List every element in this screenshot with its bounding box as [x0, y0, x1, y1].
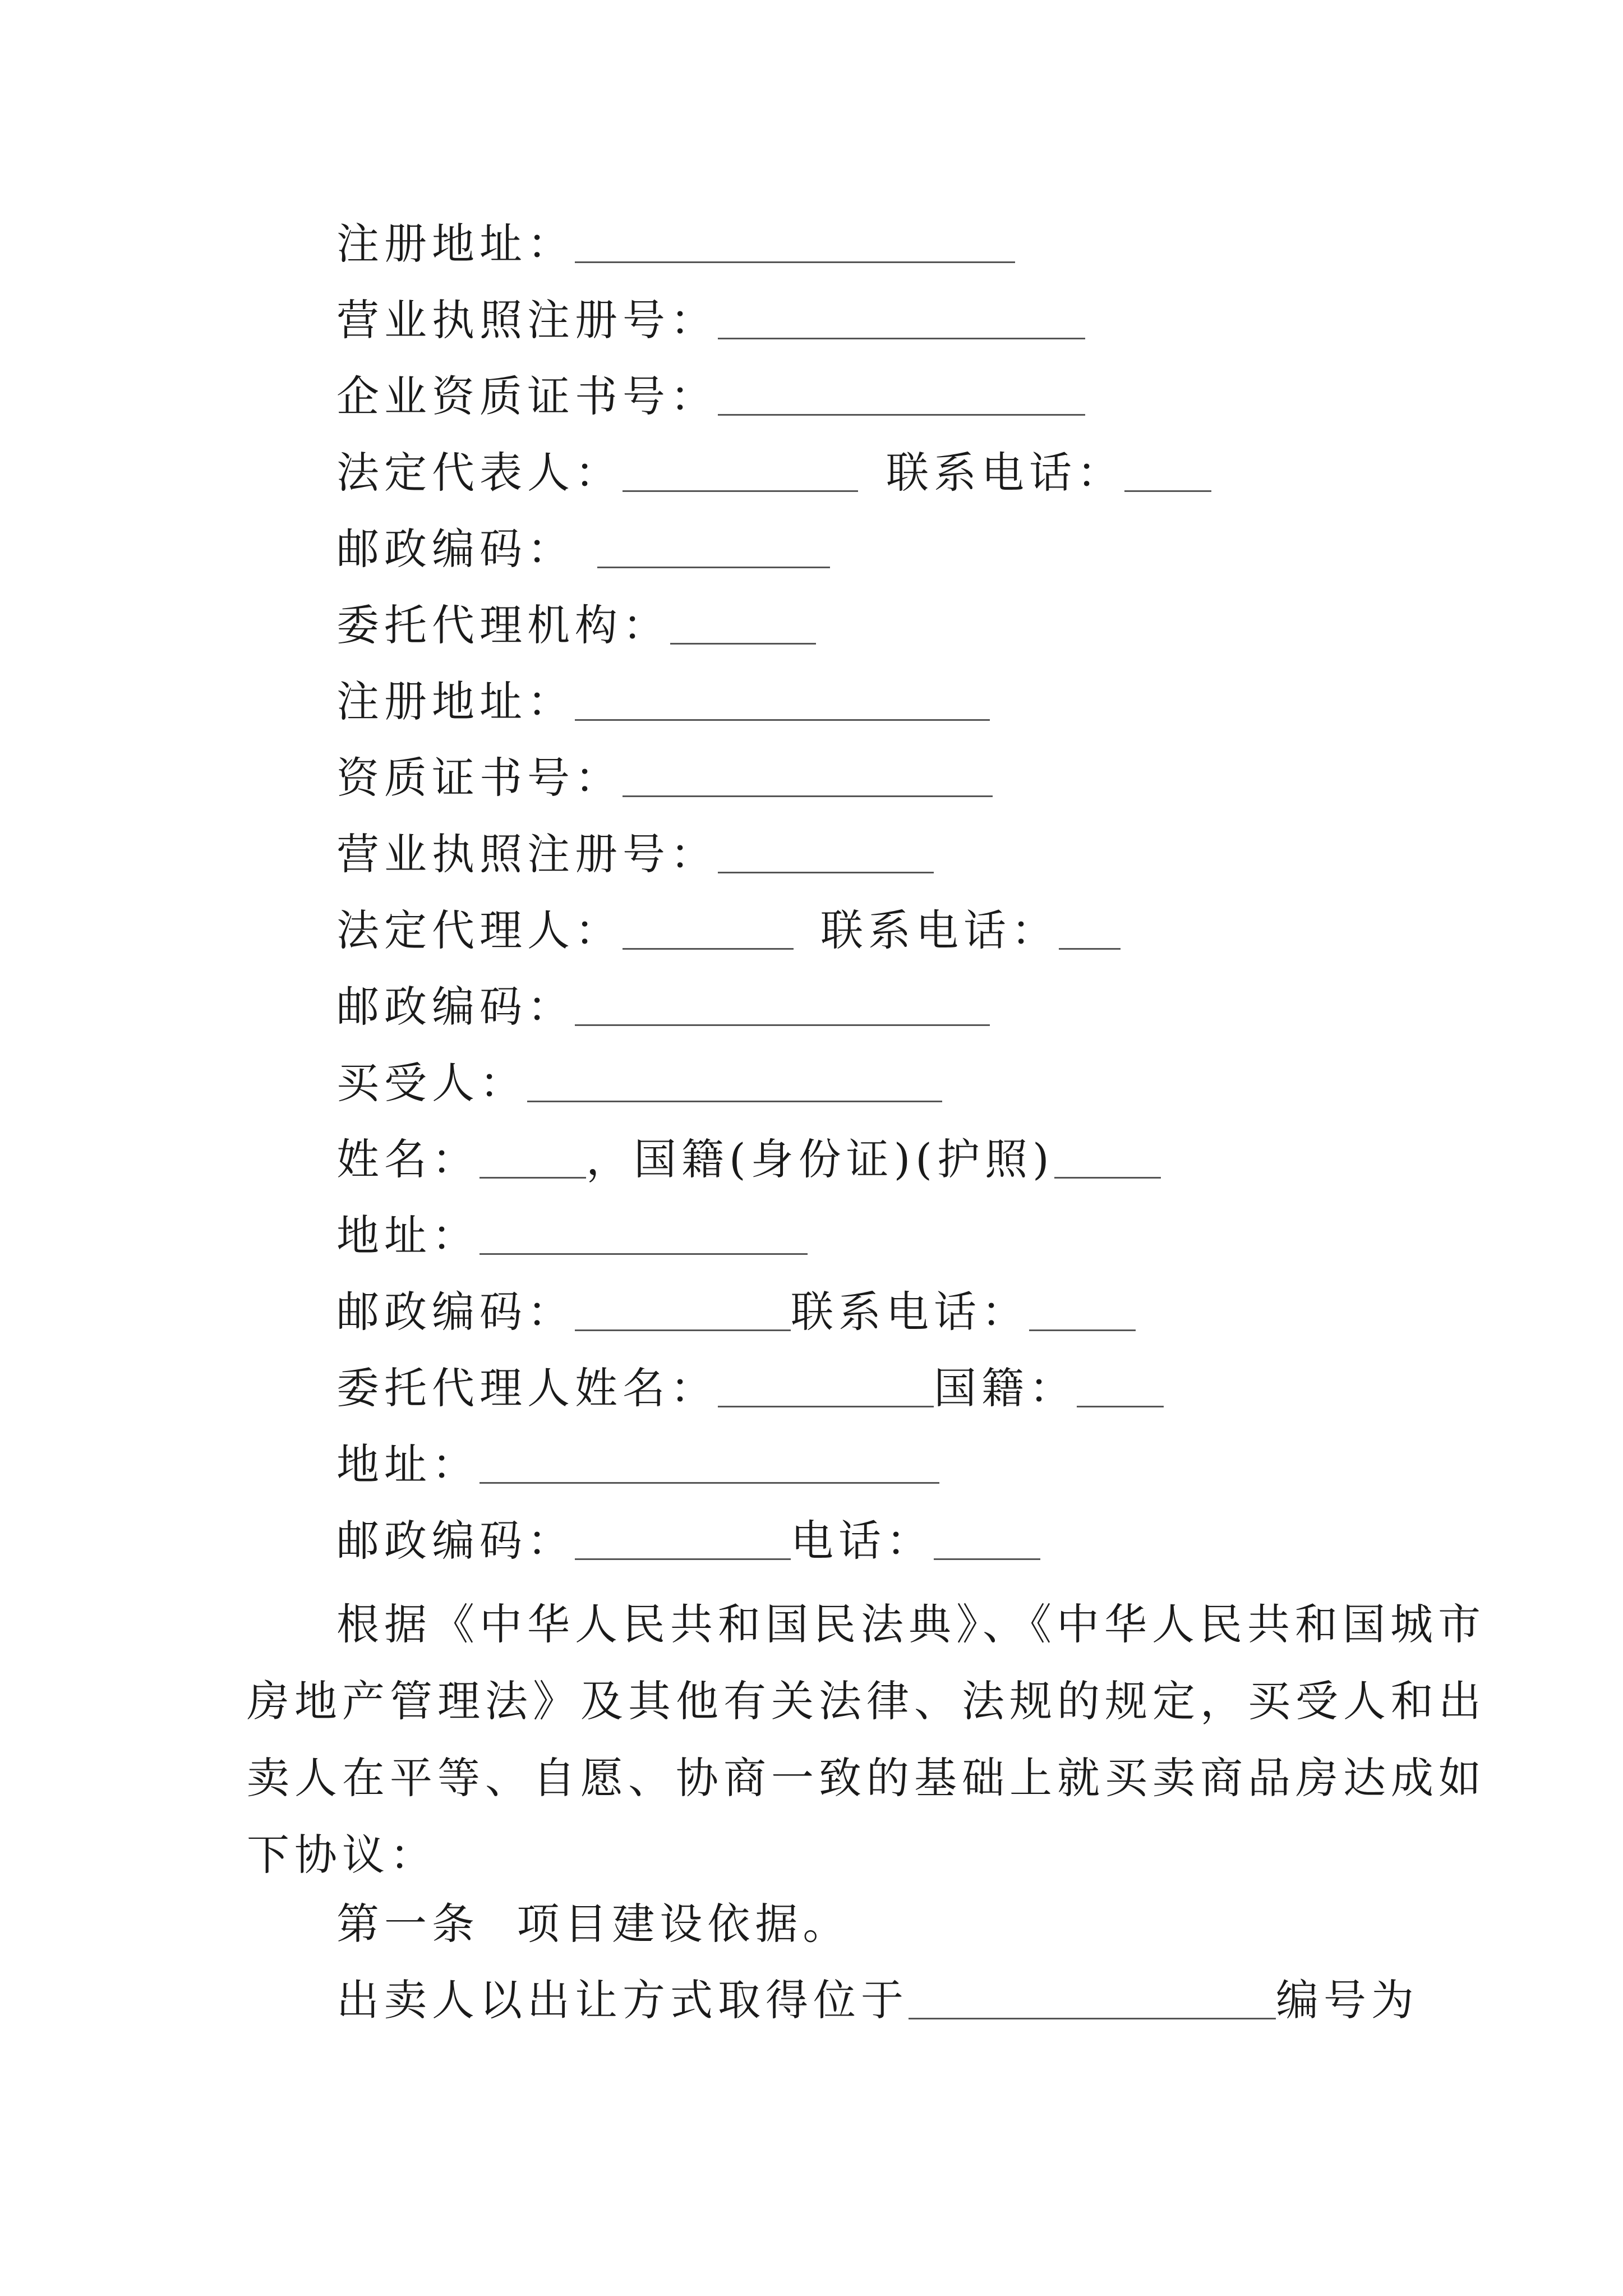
seller-qualification-label: 企业资质证书号： [336, 371, 718, 421]
agent-qualification-field[interactable] [623, 747, 993, 797]
agent-postcode-row [336, 976, 990, 1038]
agent-postcode-field[interactable] [575, 976, 990, 1026]
buyer-address-row [336, 1205, 808, 1267]
buyer-name-row [336, 1129, 1161, 1190]
agent-license-row [336, 823, 934, 885]
agent-phone-field[interactable] [1059, 900, 1121, 950]
agent-legal-agent-label: 法定代理人： [336, 905, 623, 955]
buyer-postcode-field[interactable] [575, 1281, 791, 1331]
seller-qualification-field[interactable] [718, 366, 1085, 416]
buyer-agent-address-label: 地址： [336, 1439, 479, 1489]
buyer-name-field[interactable] [479, 1129, 586, 1179]
buyer-row [336, 1052, 942, 1114]
agent-postcode-label: 邮政编码： [336, 982, 575, 1032]
seller-legal-rep-row [336, 442, 1211, 504]
buyer-phone-field[interactable] [1029, 1281, 1136, 1331]
agent-qualification-row [336, 747, 993, 809]
agent-license-label: 营业执照注册号： [336, 829, 718, 879]
seller-legal-rep-label: 法定代表人： [336, 448, 623, 498]
seller-license-label: 营业执照注册号： [336, 295, 718, 345]
buyer-agent-phone-label: 电话： [791, 1516, 934, 1566]
seller-postcode-field[interactable] [597, 518, 830, 568]
buyer-agent-name-row [336, 1358, 1164, 1419]
agent-reg-address-field[interactable] [575, 671, 990, 721]
seller-qualification-row [336, 366, 1085, 427]
seller-postcode-label: 邮政编码： [336, 524, 575, 574]
buyer-nationality-field[interactable] [1054, 1129, 1161, 1179]
preamble-line-1: 根据《中华人民共和国民法典》、《中华人民共和国城市 [336, 1599, 1486, 1649]
buyer-agent-address-row [336, 1434, 939, 1496]
agent-reg-address-label: 注册地址： [336, 677, 575, 726]
agent-qualification-label: 资质证书号： [336, 753, 623, 803]
buyer-address-field[interactable] [479, 1205, 808, 1255]
agent-license-field[interactable] [718, 823, 934, 873]
article-1-heading-text: 第一条 项目建设依据。 [336, 1899, 851, 1949]
preamble-paragraph [247, 1586, 1486, 1893]
article-1-text-after: 编号为 [1276, 1975, 1419, 2025]
agent-org-field[interactable] [670, 595, 816, 645]
seller-reg-address-row [336, 213, 1015, 275]
seller-license-row [336, 289, 1085, 351]
buyer-label: 买受人： [336, 1058, 527, 1108]
buyer-agent-postcode-field[interactable] [575, 1510, 791, 1560]
buyer-name-label: 姓名： [336, 1134, 479, 1184]
seller-license-field[interactable] [718, 289, 1085, 339]
article-1-text-before: 出卖人以出让方式取得位于 [336, 1975, 909, 2025]
article-1-heading [336, 1893, 850, 1955]
buyer-address-label: 地址： [336, 1211, 479, 1260]
buyer-name-separator: ， [586, 1134, 634, 1184]
preamble-line-2: 房地产管理法》及其他有关法律、法规的规定，买受人和出 [247, 1676, 1486, 1726]
buyer-field[interactable] [527, 1052, 942, 1102]
buyer-agent-postcode-label: 邮政编码： [336, 1516, 575, 1566]
buyer-nationality-label: 国籍(身份证)(护照) [634, 1134, 1054, 1184]
buyer-agent-nationality-label: 国籍： [934, 1363, 1077, 1413]
seller-phone-field[interactable] [1124, 442, 1211, 492]
agent-phone-label: 联系电话： [820, 905, 1059, 955]
buyer-agent-address-field[interactable] [479, 1434, 939, 1484]
buyer-agent-phone-field[interactable] [934, 1510, 1040, 1560]
agent-org-row [336, 595, 816, 656]
article-1-text-row [336, 1970, 1419, 2031]
buyer-agent-nationality-field[interactable] [1077, 1358, 1164, 1407]
buyer-phone-label: 联系电话： [791, 1287, 1029, 1337]
seller-legal-rep-field[interactable] [623, 442, 858, 492]
buyer-postcode-label: 邮政编码： [336, 1287, 575, 1337]
seller-postcode-row [336, 518, 830, 580]
agent-org-label: 委托代理机构： [336, 600, 670, 650]
buyer-agent-name-field[interactable] [718, 1358, 934, 1407]
seller-reg-address-label: 注册地址： [336, 219, 575, 269]
agent-legal-agent-field[interactable] [623, 900, 794, 950]
agent-reg-address-row [336, 671, 990, 733]
seller-reg-address-field[interactable] [575, 213, 1015, 263]
article-1-location-field[interactable] [909, 1970, 1276, 2019]
preamble-line-4: 下协议： [247, 1830, 437, 1880]
preamble-line-3: 卖人在平等、自愿、协商一致的基础上就买卖商品房达成如 [247, 1753, 1486, 1803]
buyer-agent-name-label: 委托代理人姓名： [336, 1363, 718, 1413]
buyer-postcode-row [336, 1281, 1136, 1343]
agent-legal-agent-row [336, 900, 1121, 961]
buyer-agent-postcode-row [336, 1510, 1040, 1572]
seller-phone-label: 联系电话： [886, 448, 1124, 498]
